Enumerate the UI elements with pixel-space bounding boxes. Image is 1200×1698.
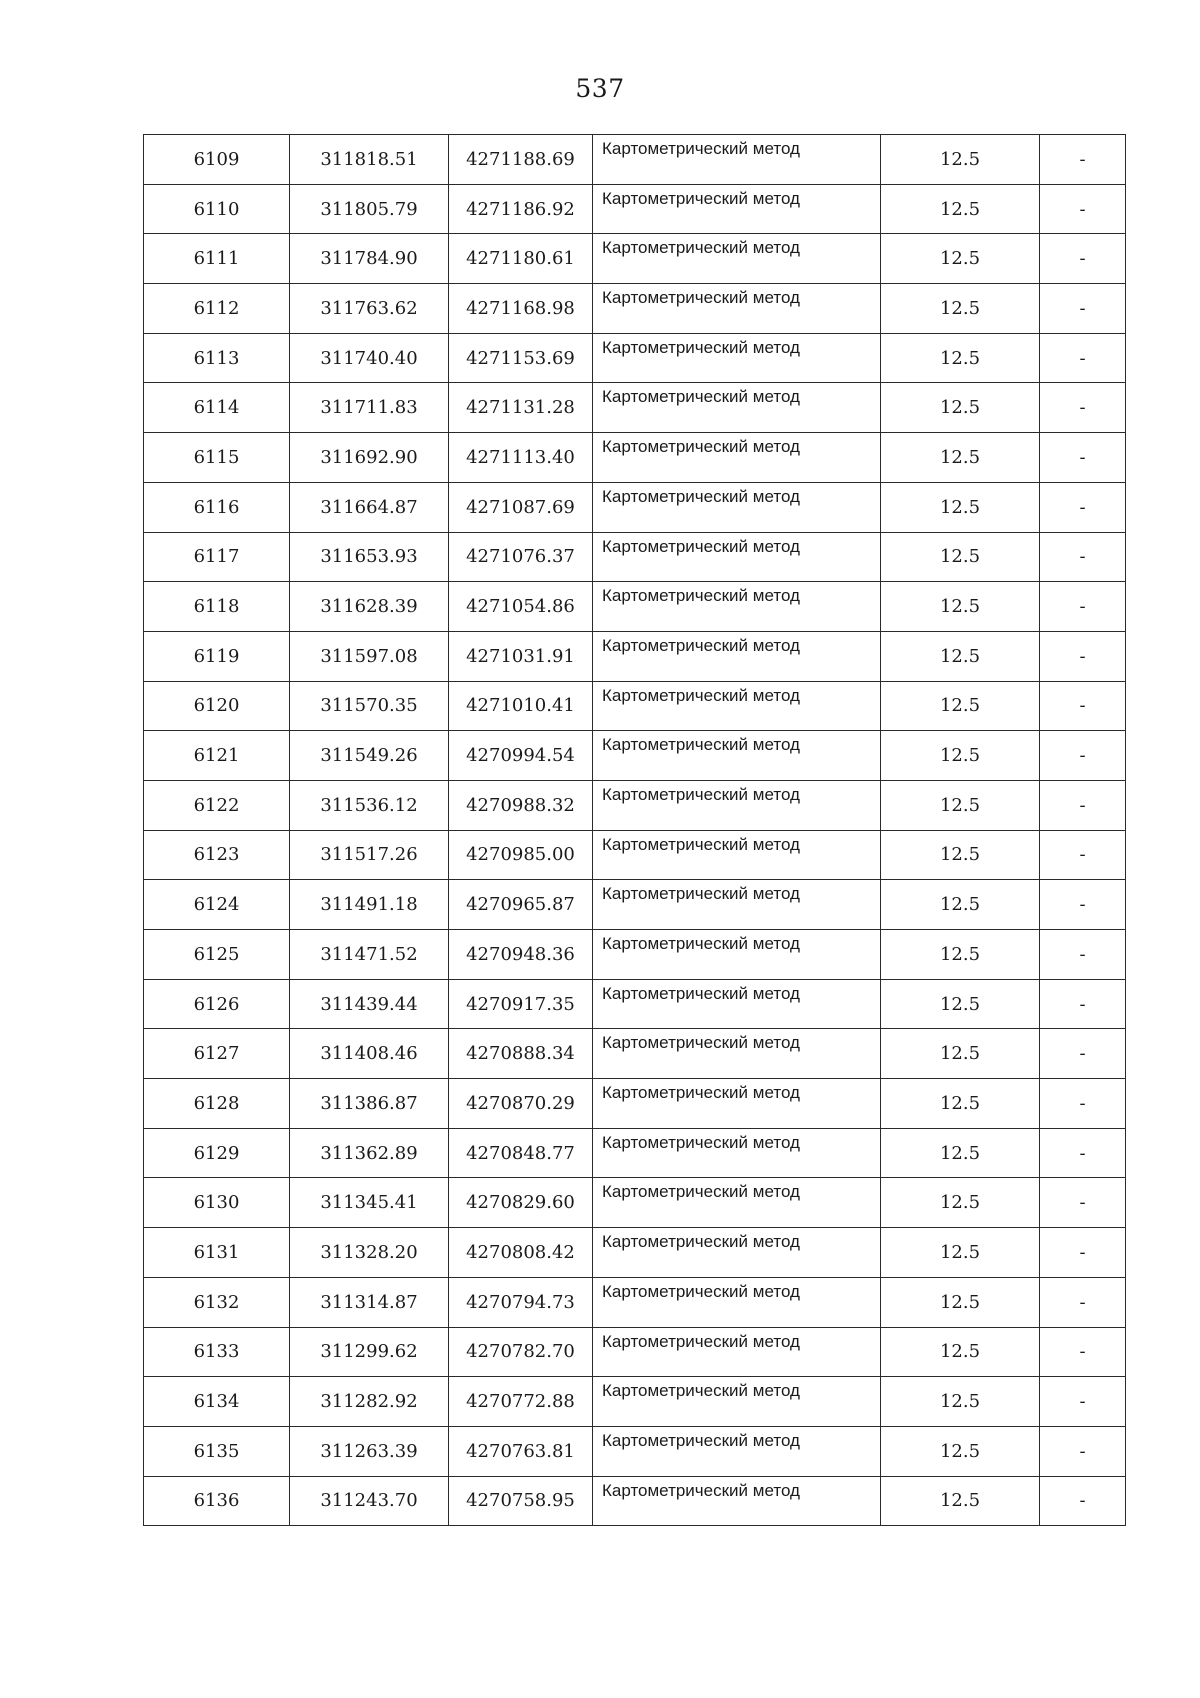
coordinate-x-cell: 311282.92 [290, 1377, 449, 1427]
note-cell: - [1040, 532, 1126, 582]
coordinate-y-cell: 4270988.32 [449, 780, 593, 830]
accuracy-cell: 12.5 [881, 1178, 1040, 1228]
coordinate-y-cell: 4270794.73 [449, 1277, 593, 1327]
accuracy-cell: 12.5 [881, 830, 1040, 880]
table-row [144, 880, 1126, 930]
note-cell: - [1040, 1128, 1126, 1178]
coordinate-x-cell: 311740.40 [290, 333, 449, 383]
coordinate-x-cell: 311471.52 [290, 930, 449, 980]
point-number-cell: 6113 [144, 333, 290, 383]
coordinate-y-cell: 4270917.35 [449, 979, 593, 1029]
note-cell: - [1040, 1377, 1126, 1427]
coordinate-x-cell: 311664.87 [290, 482, 449, 532]
note-cell: - [1040, 1178, 1126, 1228]
coordinate-x-cell: 311692.90 [290, 433, 449, 483]
table-row [144, 830, 1126, 880]
table-row [144, 284, 1126, 334]
note-cell: - [1040, 1327, 1126, 1377]
point-number-cell: 6109 [144, 135, 290, 185]
accuracy-cell: 12.5 [881, 383, 1040, 433]
note-cell: - [1040, 383, 1126, 433]
note-cell: - [1040, 780, 1126, 830]
method-cell: Картометрический метод [593, 1178, 881, 1228]
accuracy-cell: 12.5 [881, 1277, 1040, 1327]
method-cell: Картометрический метод [593, 1327, 881, 1377]
point-number-cell: 6115 [144, 433, 290, 483]
coordinate-x-cell: 311263.39 [290, 1426, 449, 1476]
coordinate-y-cell: 4271113.40 [449, 433, 593, 483]
coordinate-y-cell: 4271186.92 [449, 184, 593, 234]
method-cell: Картометрический метод [593, 830, 881, 880]
coordinate-x-cell: 311628.39 [290, 582, 449, 632]
coordinate-x-cell: 311570.35 [290, 681, 449, 731]
accuracy-cell: 12.5 [881, 1377, 1040, 1427]
coordinate-x-cell: 311328.20 [290, 1228, 449, 1278]
coordinate-x-cell: 311597.08 [290, 631, 449, 681]
method-cell: Картометрический метод [593, 383, 881, 433]
accuracy-cell: 12.5 [881, 1426, 1040, 1476]
coordinate-x-cell: 311439.44 [290, 979, 449, 1029]
coordinate-x-cell: 311517.26 [290, 830, 449, 880]
method-cell: Картометрический метод [593, 1079, 881, 1129]
coordinate-y-cell: 4270782.70 [449, 1327, 593, 1377]
method-cell: Картометрический метод [593, 731, 881, 781]
table-row [144, 1128, 1126, 1178]
note-cell: - [1040, 1228, 1126, 1278]
table-row [144, 135, 1126, 185]
coordinate-x-cell: 311362.89 [290, 1128, 449, 1178]
coordinates-table [143, 134, 1126, 1526]
method-cell: Картометрический метод [593, 1377, 881, 1427]
coordinate-y-cell: 4271168.98 [449, 284, 593, 334]
coordinate-x-cell: 311763.62 [290, 284, 449, 334]
coordinate-y-cell: 4271153.69 [449, 333, 593, 383]
note-cell: - [1040, 333, 1126, 383]
note-cell: - [1040, 731, 1126, 781]
note-cell: - [1040, 1277, 1126, 1327]
coordinate-y-cell: 4270994.54 [449, 731, 593, 781]
accuracy-cell: 12.5 [881, 880, 1040, 930]
method-cell: Картометрический метод [593, 930, 881, 980]
accuracy-cell: 12.5 [881, 1327, 1040, 1377]
accuracy-cell: 12.5 [881, 1476, 1040, 1526]
accuracy-cell: 12.5 [881, 1228, 1040, 1278]
accuracy-cell: 12.5 [881, 284, 1040, 334]
coordinate-y-cell: 4270829.60 [449, 1178, 593, 1228]
point-number-cell: 6110 [144, 184, 290, 234]
table-row [144, 1029, 1126, 1079]
note-cell: - [1040, 880, 1126, 930]
accuracy-cell: 12.5 [881, 234, 1040, 284]
page-number: 537 [575, 74, 625, 103]
accuracy-cell: 12.5 [881, 1029, 1040, 1079]
accuracy-cell: 12.5 [881, 979, 1040, 1029]
method-cell: Картометрический метод [593, 284, 881, 334]
point-number-cell: 6118 [144, 582, 290, 632]
coordinate-x-cell: 311299.62 [290, 1327, 449, 1377]
table-row [144, 582, 1126, 632]
point-number-cell: 6121 [144, 731, 290, 781]
coordinate-x-cell: 311243.70 [290, 1476, 449, 1526]
point-number-cell: 6126 [144, 979, 290, 1029]
table-row [144, 1476, 1126, 1526]
coordinate-y-cell: 4271131.28 [449, 383, 593, 433]
table-row [144, 333, 1126, 383]
coordinate-x-cell: 311536.12 [290, 780, 449, 830]
note-cell: - [1040, 930, 1126, 980]
coordinate-y-cell: 4270763.81 [449, 1426, 593, 1476]
table-row [144, 1277, 1126, 1327]
table-row [144, 383, 1126, 433]
method-cell: Картометрический метод [593, 1476, 881, 1526]
method-cell: Картометрический метод [593, 184, 881, 234]
accuracy-cell: 12.5 [881, 631, 1040, 681]
accuracy-cell: 12.5 [881, 184, 1040, 234]
method-cell: Картометрический метод [593, 1426, 881, 1476]
coordinate-y-cell: 4270985.00 [449, 830, 593, 880]
method-cell: Картометрический метод [593, 532, 881, 582]
note-cell: - [1040, 284, 1126, 334]
point-number-cell: 6136 [144, 1476, 290, 1526]
coordinate-x-cell: 311784.90 [290, 234, 449, 284]
table-row [144, 1327, 1126, 1377]
coordinate-x-cell: 311408.46 [290, 1029, 449, 1079]
note-cell: - [1040, 979, 1126, 1029]
coordinates-table-body [144, 135, 1126, 1526]
method-cell: Картометрический метод [593, 880, 881, 930]
coordinate-y-cell: 4270772.88 [449, 1377, 593, 1427]
method-cell: Картометрический метод [593, 135, 881, 185]
note-cell: - [1040, 1476, 1126, 1526]
accuracy-cell: 12.5 [881, 433, 1040, 483]
table-row [144, 631, 1126, 681]
method-cell: Картометрический метод [593, 780, 881, 830]
coordinate-y-cell: 4271076.37 [449, 532, 593, 582]
point-number-cell: 6129 [144, 1128, 290, 1178]
coordinate-x-cell: 311549.26 [290, 731, 449, 781]
coordinate-x-cell: 311653.93 [290, 532, 449, 582]
method-cell: Картометрический метод [593, 482, 881, 532]
coordinate-x-cell: 311314.87 [290, 1277, 449, 1327]
coordinate-x-cell: 311386.87 [290, 1079, 449, 1129]
table-row [144, 433, 1126, 483]
point-number-cell: 6122 [144, 780, 290, 830]
method-cell: Картометрический метод [593, 1277, 881, 1327]
coordinate-y-cell: 4271188.69 [449, 135, 593, 185]
accuracy-cell: 12.5 [881, 930, 1040, 980]
method-cell: Картометрический метод [593, 1128, 881, 1178]
method-cell: Картометрический метод [593, 1228, 881, 1278]
coordinate-x-cell: 311711.83 [290, 383, 449, 433]
accuracy-cell: 12.5 [881, 582, 1040, 632]
table-row [144, 1377, 1126, 1427]
method-cell: Картометрический метод [593, 433, 881, 483]
coordinate-y-cell: 4271054.86 [449, 582, 593, 632]
accuracy-cell: 12.5 [881, 1128, 1040, 1178]
coordinate-y-cell: 4270948.36 [449, 930, 593, 980]
method-cell: Картометрический метод [593, 1029, 881, 1079]
accuracy-cell: 12.5 [881, 681, 1040, 731]
table-row [144, 184, 1126, 234]
note-cell: - [1040, 582, 1126, 632]
point-number-cell: 6127 [144, 1029, 290, 1079]
table-row [144, 234, 1126, 284]
accuracy-cell: 12.5 [881, 1079, 1040, 1129]
point-number-cell: 6117 [144, 532, 290, 582]
method-cell: Картометрический метод [593, 979, 881, 1029]
note-cell: - [1040, 830, 1126, 880]
coordinate-x-cell: 311818.51 [290, 135, 449, 185]
table-row [144, 1079, 1126, 1129]
table-row [144, 482, 1126, 532]
accuracy-cell: 12.5 [881, 780, 1040, 830]
note-cell: - [1040, 1426, 1126, 1476]
accuracy-cell: 12.5 [881, 532, 1040, 582]
note-cell: - [1040, 1079, 1126, 1129]
coordinate-x-cell: 311491.18 [290, 880, 449, 930]
coordinate-y-cell: 4270888.34 [449, 1029, 593, 1079]
accuracy-cell: 12.5 [881, 135, 1040, 185]
method-cell: Картометрический метод [593, 631, 881, 681]
table-row [144, 1426, 1126, 1476]
coordinate-x-cell: 311805.79 [290, 184, 449, 234]
point-number-cell: 6125 [144, 930, 290, 980]
coordinate-y-cell: 4270965.87 [449, 880, 593, 930]
point-number-cell: 6131 [144, 1228, 290, 1278]
table-row [144, 1178, 1126, 1228]
note-cell: - [1040, 482, 1126, 532]
coordinate-y-cell: 4271010.41 [449, 681, 593, 731]
point-number-cell: 6119 [144, 631, 290, 681]
table-row [144, 731, 1126, 781]
note-cell: - [1040, 135, 1126, 185]
note-cell: - [1040, 681, 1126, 731]
note-cell: - [1040, 1029, 1126, 1079]
point-number-cell: 6132 [144, 1277, 290, 1327]
table-row [144, 532, 1126, 582]
point-number-cell: 6114 [144, 383, 290, 433]
point-number-cell: 6130 [144, 1178, 290, 1228]
coordinate-y-cell: 4270758.95 [449, 1476, 593, 1526]
point-number-cell: 6112 [144, 284, 290, 334]
note-cell: - [1040, 631, 1126, 681]
point-number-cell: 6128 [144, 1079, 290, 1129]
point-number-cell: 6124 [144, 880, 290, 930]
coordinate-y-cell: 4270870.29 [449, 1079, 593, 1129]
accuracy-cell: 12.5 [881, 731, 1040, 781]
table-row [144, 930, 1126, 980]
table-row [144, 681, 1126, 731]
point-number-cell: 6116 [144, 482, 290, 532]
coordinate-x-cell: 311345.41 [290, 1178, 449, 1228]
note-cell: - [1040, 234, 1126, 284]
method-cell: Картометрический метод [593, 681, 881, 731]
note-cell: - [1040, 433, 1126, 483]
note-cell: - [1040, 184, 1126, 234]
point-number-cell: 6135 [144, 1426, 290, 1476]
point-number-cell: 6120 [144, 681, 290, 731]
point-number-cell: 6133 [144, 1327, 290, 1377]
method-cell: Картометрический метод [593, 234, 881, 284]
table-row [144, 780, 1126, 830]
coordinate-y-cell: 4270848.77 [449, 1128, 593, 1178]
table-row [144, 979, 1126, 1029]
point-number-cell: 6134 [144, 1377, 290, 1427]
coordinate-y-cell: 4270808.42 [449, 1228, 593, 1278]
coordinate-y-cell: 4271087.69 [449, 482, 593, 532]
method-cell: Картометрический метод [593, 582, 881, 632]
method-cell: Картометрический метод [593, 333, 881, 383]
coordinate-y-cell: 4271031.91 [449, 631, 593, 681]
point-number-cell: 6123 [144, 830, 290, 880]
accuracy-cell: 12.5 [881, 333, 1040, 383]
accuracy-cell: 12.5 [881, 482, 1040, 532]
point-number-cell: 6111 [144, 234, 290, 284]
coordinate-y-cell: 4271180.61 [449, 234, 593, 284]
table-row [144, 1228, 1126, 1278]
